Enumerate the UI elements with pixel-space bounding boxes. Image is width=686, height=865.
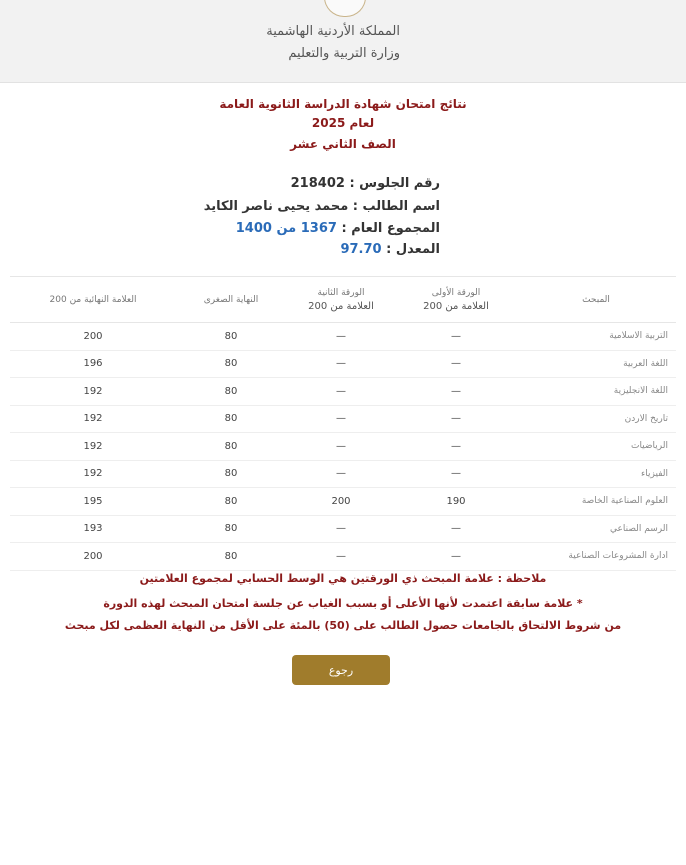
final-cell: 192 (10, 460, 176, 488)
paper1-cell: — (396, 433, 516, 461)
header-final-mark: العلامة النهائية من 200 (10, 277, 176, 323)
paper1-cell: — (396, 323, 516, 351)
seat-number-value: 218402 (290, 176, 345, 191)
student-name-row (204, 199, 440, 214)
grade-level: الصف الثاني عشر (290, 137, 396, 151)
header-min-mark: النهاية الصغرى (176, 277, 286, 323)
subject-cell: العلوم الصناعية الخاصة (516, 488, 676, 516)
results-table (10, 276, 676, 571)
min-cell: 80 (176, 543, 286, 571)
paper1-cell: — (396, 350, 516, 378)
kingdom-name: المملكة الأردنية الهاشمية (266, 24, 400, 39)
subject-cell: الرسم الصناعي (516, 515, 676, 543)
table-row (10, 488, 676, 516)
subject-cell: اللغة العربية (516, 350, 676, 378)
paper1-cell: — (396, 405, 516, 433)
student-name-label: اسم الطالب : (352, 199, 440, 214)
paper2-cell: — (286, 378, 396, 406)
ministry-name: وزارة التربية والتعليم (288, 46, 400, 61)
min-cell: 80 (176, 405, 286, 433)
paper1-cell: — (396, 460, 516, 488)
min-cell: 80 (176, 515, 286, 543)
average-value: 97.70 (340, 242, 382, 257)
paper2-cell: — (286, 515, 396, 543)
paper2-cell: 200 (286, 488, 396, 516)
header-paper1: الورقة الأولى العلامة من 200 (396, 277, 516, 323)
min-cell: 80 (176, 488, 286, 516)
paper1-cell: — (396, 515, 516, 543)
student-name-value: محمد يحيى ناصر الكايد (203, 199, 349, 214)
header-subject: المبحث (516, 277, 676, 323)
table-row (10, 543, 676, 571)
subject-cell: الفيزياء (516, 460, 676, 488)
final-cell: 200 (10, 543, 176, 571)
final-cell: 193 (10, 515, 176, 543)
seat-number-row (291, 176, 440, 191)
final-cell: 200 (10, 323, 176, 351)
min-cell: 80 (176, 378, 286, 406)
paper1-cell: — (396, 543, 516, 571)
paper2-cell: — (286, 350, 396, 378)
paper2-cell: — (286, 433, 396, 461)
note-previous-mark: * علامة سابقة اعتمدت لأنها الأعلى أو بسبب الغياب عن جلسة امتحان المبحث لهذه الدورة (103, 597, 583, 610)
paper2-cell: — (286, 460, 396, 488)
average-label: المعدل : (386, 242, 440, 257)
total-row (236, 221, 440, 236)
min-cell: 80 (176, 433, 286, 461)
header-paper2: الورقة الثانية العلامة من 200 (286, 277, 396, 323)
subject-cell: تاريخ الاردن (516, 405, 676, 433)
page-header (0, 0, 686, 83)
exam-title: نتائج امتحان شهادة الدراسة الثانوية العامة (219, 97, 467, 111)
min-cell: 80 (176, 350, 286, 378)
subject-cell: التربية الاسلامية (516, 323, 676, 351)
table-row (10, 405, 676, 433)
average-row (340, 242, 440, 257)
final-cell: 192 (10, 378, 176, 406)
table-row (10, 378, 676, 406)
paper2-cell: — (286, 405, 396, 433)
ministry-emblem-icon (324, 0, 366, 17)
subject-cell: الرياضيات (516, 433, 676, 461)
subject-cell: اللغة الانجليزية (516, 378, 676, 406)
back-button[interactable]: رجوع (292, 655, 390, 685)
note-university-condition: من شروط الالتحاق بالجامعات حصول الطالب على (50) بالمئة على الأقل من النهاية العظمى لكل مبحث (64, 619, 622, 632)
paper1-cell: 190 (396, 488, 516, 516)
final-cell: 195 (10, 488, 176, 516)
total-label: المجموع العام : (341, 221, 440, 236)
subject-cell: ادارة المشروعات الصناعية (516, 543, 676, 571)
min-cell: 80 (176, 460, 286, 488)
final-cell: 196 (10, 350, 176, 378)
table-header-row (10, 277, 676, 323)
table-row (10, 433, 676, 461)
table-row (10, 323, 676, 351)
exam-year: لعام 2025 (311, 116, 375, 130)
table-row (10, 350, 676, 378)
seat-number-label: رقم الجلوس : (349, 176, 440, 191)
table-row (10, 460, 676, 488)
final-cell: 192 (10, 405, 176, 433)
total-value: 1367 من 1400 (235, 221, 337, 236)
final-cell: 192 (10, 433, 176, 461)
note-average: ملاحظة : علامة المبحث ذي الورقتين هي الوسط الحسابي لمجموع العلامتين (139, 572, 547, 585)
paper2-cell: — (286, 323, 396, 351)
paper2-cell: — (286, 543, 396, 571)
min-cell: 80 (176, 323, 286, 351)
table-row (10, 515, 676, 543)
paper1-cell: — (396, 378, 516, 406)
